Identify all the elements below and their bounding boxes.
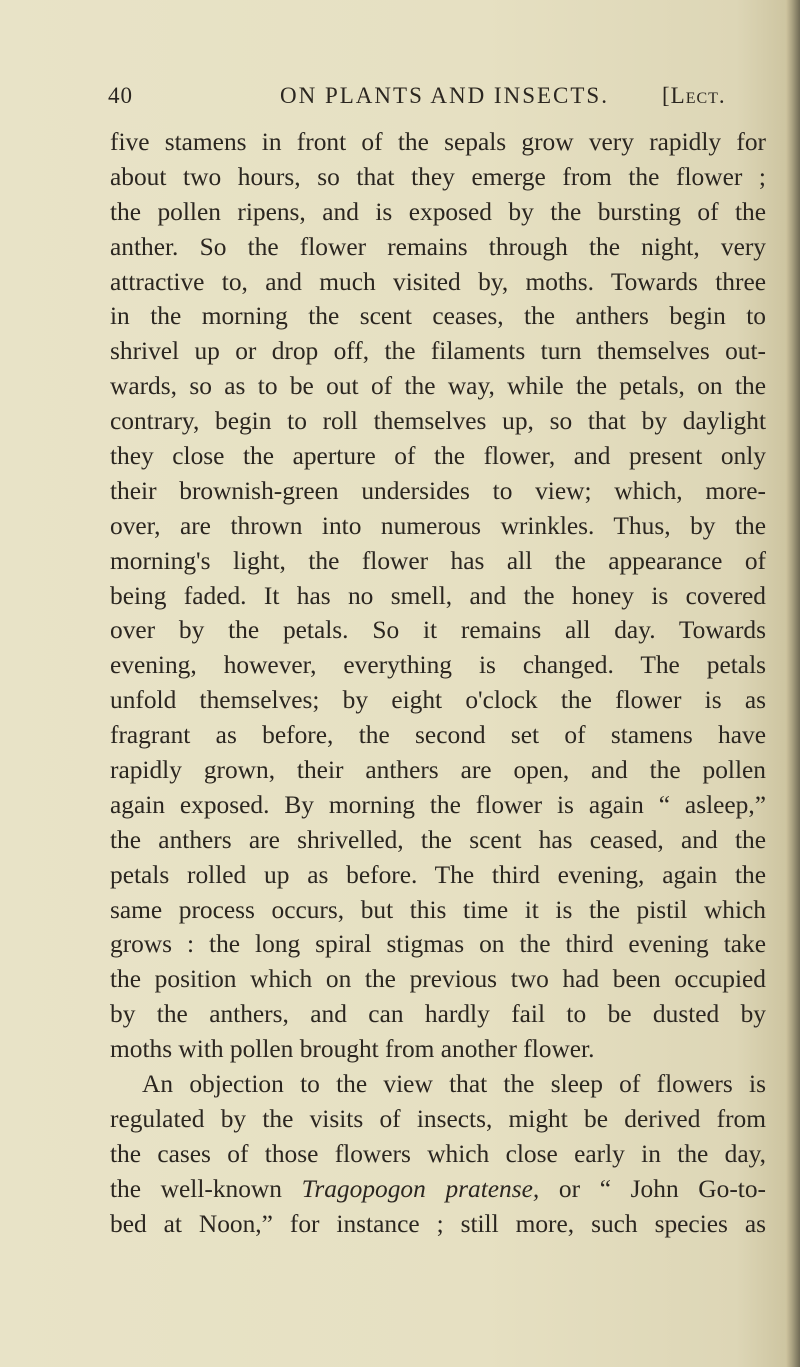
text-line xyxy=(110,1067,766,1102)
text-line xyxy=(110,125,766,160)
text-line xyxy=(110,683,766,718)
text-run: petals rolled up as before. The third evening, again the xyxy=(110,860,766,889)
text-run: evening, however, everything is changed. The petals xyxy=(110,651,766,680)
text-run: by the anthers, and can hardly fail to be dusted by xyxy=(110,1000,766,1029)
text-run: the well-known xyxy=(110,1174,302,1203)
text-line xyxy=(110,509,766,544)
text-run: contrary, begin to roll themselves up, so that by daylight xyxy=(110,407,766,436)
text-line xyxy=(110,160,766,195)
text-line xyxy=(110,1102,766,1137)
text-line xyxy=(110,718,766,753)
text-run: rapidly grown, their anthers are open, and the pollen xyxy=(110,756,766,785)
text-line xyxy=(110,1172,766,1207)
text-line xyxy=(110,997,766,1032)
text-line xyxy=(110,613,766,648)
running-title: ON PLANTS AND INSECTS. xyxy=(280,83,609,108)
text-line xyxy=(110,265,766,300)
text-run: shrivel up or drop off, the filaments turn themselves out- xyxy=(110,337,766,366)
text-run: again exposed. By morning the flower is again “ asleep,” xyxy=(110,790,766,819)
text-run: unfold themselves; by eight o'clock the flower is as xyxy=(110,686,766,715)
text-line xyxy=(110,1137,766,1172)
italic-term: Tragopogon pratense, xyxy=(301,1174,540,1203)
text-line xyxy=(110,648,766,683)
text-run: their brownish-green undersides to view; which, more- xyxy=(110,476,766,505)
text-run: five stamens in front of the sepals grow very rapidly for xyxy=(110,128,766,156)
text-run: the pollen ripens, and is exposed by the bursting of the xyxy=(110,197,766,226)
text-line xyxy=(110,823,766,858)
text-run: same process occurs, but this time it is the pistil which xyxy=(110,895,766,924)
text-line xyxy=(110,474,766,509)
text-line xyxy=(110,927,766,962)
text-run: or “ John Go-to- xyxy=(539,1174,766,1203)
text-run: wards, so as to be out of the way, while the petals, on the xyxy=(110,372,766,401)
page-edge-shadow xyxy=(786,0,800,1367)
text-run: attractive to, and much visited by, moths. Towards three xyxy=(110,267,766,296)
text-line xyxy=(110,369,766,404)
text-line xyxy=(110,439,766,474)
text-run: anther. So the flower remains through the night, very xyxy=(110,232,766,261)
text-line xyxy=(110,1032,766,1067)
text-line xyxy=(110,788,766,823)
text-run: over by the petals. So it remains all day. Towards xyxy=(110,616,766,645)
text-run: grows : the long spiral stigmas on the third evening take xyxy=(110,930,766,959)
text-run: they close the aperture of the flower, and present only xyxy=(110,442,766,471)
text-line xyxy=(110,404,766,439)
text-run: moths with pollen brought from another flower. xyxy=(110,1035,595,1064)
text-line xyxy=(110,195,766,230)
text-run: the position which on the previous two had been occupied xyxy=(110,965,766,994)
text-run: being faded. It has no smell, and the honey is covered xyxy=(110,581,766,610)
text-line xyxy=(110,299,766,334)
text-run: the cases of those flowers which close early in the day, xyxy=(110,1139,766,1168)
body-text xyxy=(110,125,766,1242)
text-line xyxy=(110,230,766,265)
section-marker: [Lect. xyxy=(662,83,726,108)
text-line xyxy=(110,858,766,893)
text-line xyxy=(110,334,766,369)
text-line xyxy=(110,962,766,997)
text-run: the anthers are shrivelled, the scent has ceased, and the xyxy=(110,825,766,854)
text-run: bed at Noon,” for instance ; still more, such species as xyxy=(110,1209,766,1238)
text-run: morning's light, the flower has all the appearance of xyxy=(110,546,766,575)
text-line xyxy=(110,544,766,579)
text-run: regulated by the visits of insects, might be derived from xyxy=(110,1104,766,1133)
text-line xyxy=(110,893,766,928)
text-line xyxy=(110,753,766,788)
text-run: over, are thrown into numerous wrinkles. Thus, by the xyxy=(110,511,766,540)
text-run: in the morning the scent ceases, the anthers begin to xyxy=(110,302,766,331)
running-header xyxy=(108,83,768,115)
text-run: fragrant as before, the second set of stamens have xyxy=(110,721,766,750)
text-run: An objection to the view that the sleep of flowers is xyxy=(142,1070,766,1099)
text-line xyxy=(110,1207,766,1242)
text-run: about two hours, so that they emerge from the flower ; xyxy=(110,162,766,191)
page-number: 40 xyxy=(108,83,133,108)
text-line xyxy=(110,579,766,614)
